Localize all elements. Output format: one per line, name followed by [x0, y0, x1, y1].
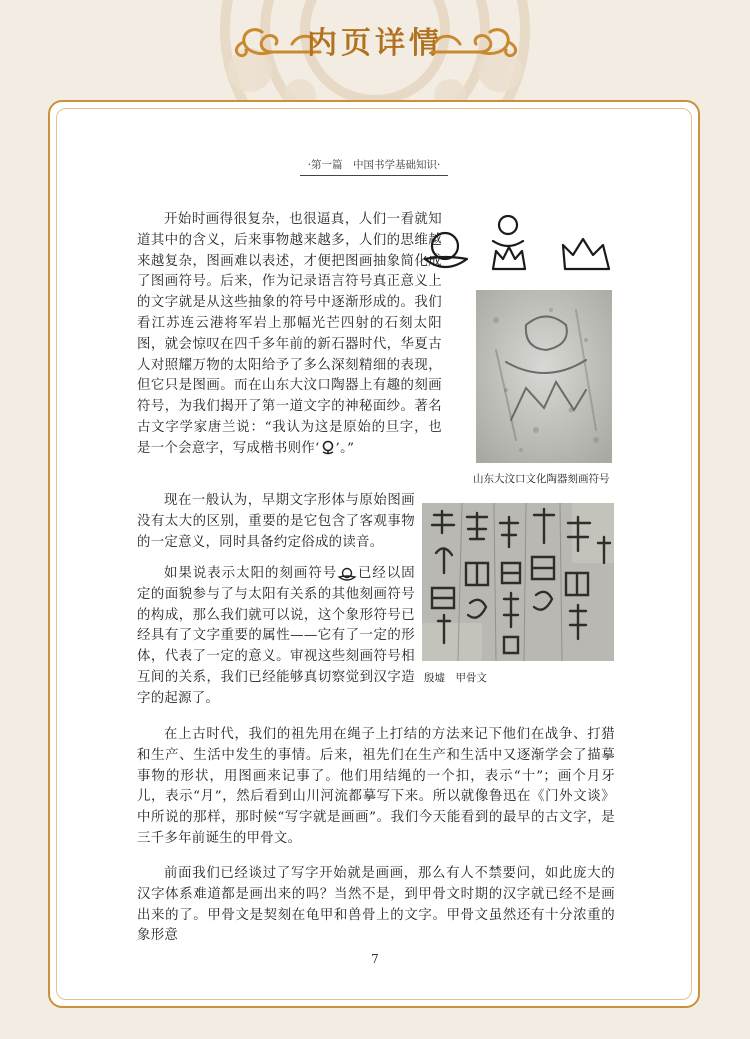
page-number: 7: [371, 952, 379, 966]
paragraph-3: [137, 564, 415, 710]
dan-character-glyph-icon: [320, 440, 336, 456]
paragraph-3-tail: 已经以固定的面貌参与了与太阳有关系的其他刻画符号的构成，那么我们就可以说，这个象形符号已经具有了文字重要的属性——它有了一定的形体，代表了一定的意义。审视这些刻画符号相互间的关系，我们已经能够真切察觉到汉字造字的起源了。: [137, 566, 415, 706]
page-title: 内页详情: [307, 26, 443, 61]
paragraph-3-text: 如果说表示太阳的刻画符号: [164, 566, 338, 581]
paragraph-4: 在上古时代，我们的祖先用在绳子上打结的方法来记下他们在战争、打猎和生产、生活中发生的事情。后来，祖先们在生产和生活中又逐渐学会了描摹事物的形状，用图画来记事了。他们用结绳的一个扣，表示“十”；画个月牙儿，表示“月”，然后看到山川河流都摹写下来。所以就像鲁迅在《门外文谈》中所说的那样，那时候“写字就是画画”。我们今天能看到的最早的古文字，是三千多年前诞生的甲骨文。: [137, 727, 615, 846]
cloud-ornament-right-icon: [428, 22, 520, 62]
running-head: ·第一篇 中国书学基础知识·: [307, 159, 441, 171]
header-band: [0, 0, 750, 100]
caption-oracle-bone: 殷墟 甲骨文: [424, 672, 487, 684]
dawenkou-rubbing-photo: [476, 290, 612, 463]
sun-mountain-symbol-peaks: [493, 247, 525, 269]
dawenkou-symbols-drawing: [423, 215, 615, 271]
caption-dawenkou: 山东大汶口文化陶器刻画符号: [473, 473, 610, 485]
paragraph-1-tail: ’。”: [335, 440, 355, 456]
running-head-rule: [300, 175, 448, 176]
paragraph-1: [137, 210, 442, 460]
sun-symbol-circle: [432, 233, 458, 259]
mountain-symbol-peaks: [563, 239, 609, 269]
paragraph-2: 现在一般认为，早期文字形体与原始图画没有太大的区别，重要的是它包含了客观事物的一定意义，同时具备约定俗成的读音。: [137, 493, 415, 550]
paragraph-5: 前面我们已经谈过了写字开始就是画画，那么有人不禁要问，如此庞大的汉字体系难道都是画出来的吗？当然不是，到甲骨文时期的汉字就已经不是画出来的了。甲骨文是契刻在龟甲和兽骨上的文字。甲骨文虽然还有十分浓重的象形意: [137, 866, 615, 944]
oracle-bone-photo: [422, 503, 614, 661]
sun-mountain-symbol-circle: [499, 216, 517, 234]
sun-symbol-glyph-icon: [337, 567, 357, 581]
sun-mountain-symbol-crescent: [493, 241, 523, 246]
paragraph-1-text: 开始时画得很复杂，也很逼真，人们一看就知道其中的含义，后来事物越来越多，人们的思维越来越复杂，图画难以表述，才便把图画抽象简化成了图画符号。后来，作为记录语言符号真正意义上的文字就是从这些抽象的符号中逐渐形成的。我们看江苏连云港将军岩上那幅光芒四射的石刻太阳图，就会惊叹在四千多年前的新石器时代，华夏古人对照耀万物的太阳给予了多么深刻精细的表现，但它只是图画。而在山东大汶口陶器上有趣的刻画符号，为我们揭开了第一道文字的神秘面纱。著名古文字学家唐兰说：“我认为这是原始的旦字，也是一个会意字，写成楷书则作‘: [137, 212, 442, 456]
